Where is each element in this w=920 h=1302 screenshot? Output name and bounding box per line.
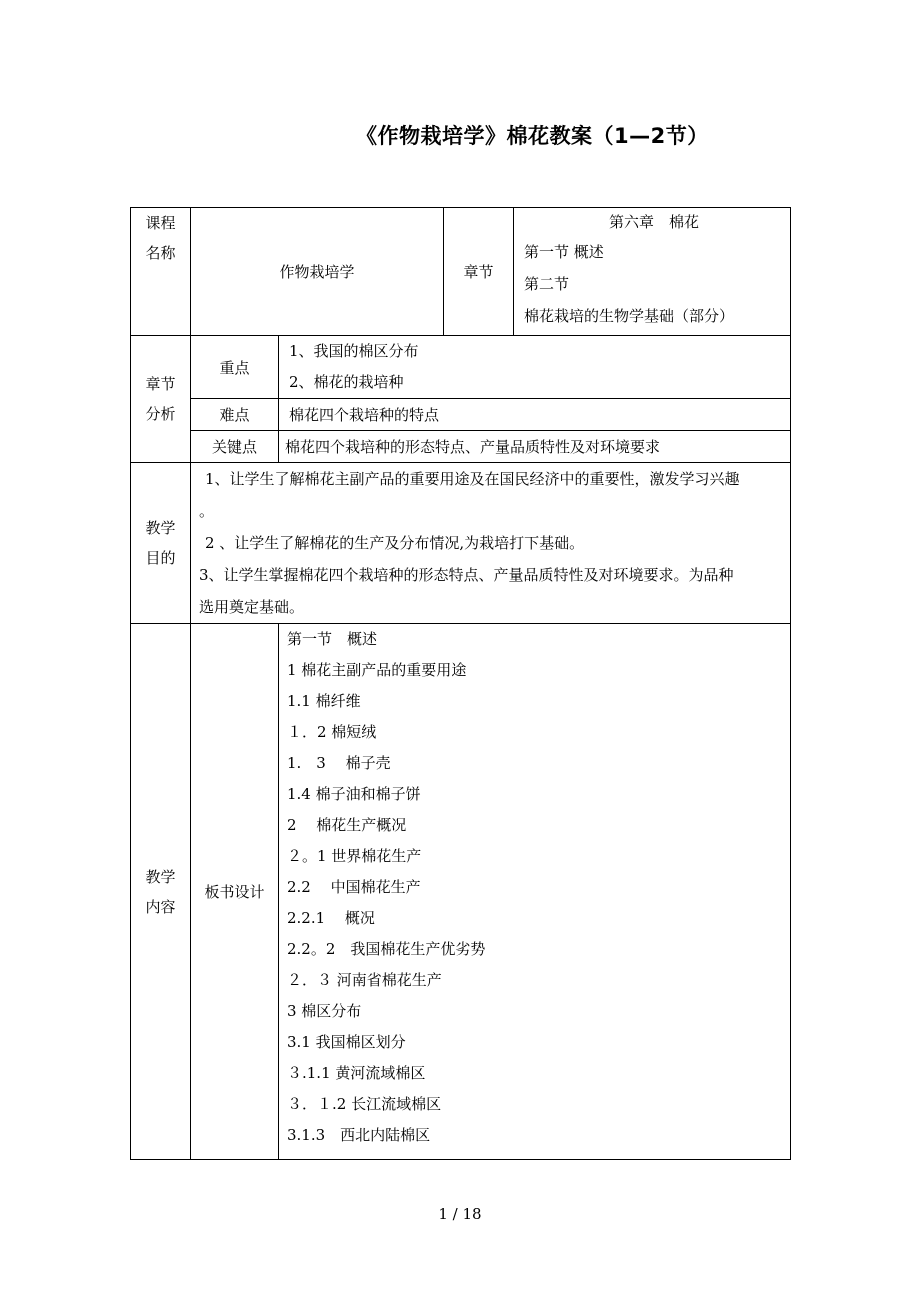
difficulty-label-cell: [191, 399, 279, 431]
board-line: 2.2 中国棉花生产: [287, 878, 421, 896]
document-title: 《作物栽培学》棉花教案（1—2节）: [356, 124, 709, 148]
content-label-cell: [131, 624, 191, 1160]
analysis-keys-row: [131, 431, 791, 463]
objective-line: 3、让学生掌握棉花四个栽培种的形态特点、产量品质特性及对环境要求。为品种: [199, 566, 734, 584]
analysis-label-line: 分析: [145, 405, 176, 423]
objectives-row: [131, 463, 791, 624]
board-line: １．2 棉短绒: [287, 723, 377, 741]
board-line: ２。1 世界棉花生产: [287, 847, 422, 865]
board-label-cell: [191, 624, 279, 1160]
board-line: 3.1.3 西北内陆棉区: [287, 1126, 431, 1144]
board-line: 第一节 概述: [287, 630, 378, 648]
chapter-value-cell: [514, 208, 791, 336]
course-value: 作物栽培学: [279, 263, 355, 281]
chapter-line: 第一节 概述: [524, 243, 604, 261]
objectives-label-line: 目的: [145, 549, 176, 567]
chapter-label: 章节: [463, 263, 494, 281]
analysis-difficulty-row: [131, 399, 791, 431]
course-label-line: 名称: [145, 244, 176, 262]
analysis-key-points-row: [131, 336, 791, 399]
board-line: 2.2.1 概况: [287, 909, 375, 927]
objectives-label-line: 教学: [145, 519, 176, 537]
content-label-line: 教学: [145, 867, 176, 886]
course-label-line: 课程: [145, 214, 176, 232]
board-line: 2.2。2 我国棉花生产优劣势: [287, 940, 486, 958]
keys-value: 棉花四个栽培种的形态特点、产量品质特性及对环境要求: [285, 438, 661, 456]
keys-label: 关键点: [211, 438, 257, 456]
analysis-label-line: 章节: [145, 375, 176, 393]
chapter-label-cell: [444, 208, 514, 336]
board-line: ２．３ 河南省棉花生产: [287, 971, 442, 989]
objectives-cell: [191, 463, 791, 624]
board-line: 3.1 我国棉区划分: [287, 1033, 406, 1051]
difficulty-value: 棉花四个栽培种的特点: [289, 406, 440, 424]
key-point-item: 1、我国的棉区分布: [289, 342, 419, 360]
key-points-label-cell: [191, 336, 279, 399]
key-points-cell: [279, 336, 791, 399]
objectives-label-cell: [131, 463, 191, 624]
keys-label-cell: [191, 431, 279, 463]
key-point-item: 2、棉花的栽培种: [289, 373, 404, 391]
board-line: 1.1 棉纤维: [287, 692, 361, 710]
chapter-line: 第六章 棉花: [609, 213, 700, 231]
course-row: [131, 208, 791, 336]
board-line: ３．１.2 长江流域棉区: [287, 1095, 442, 1113]
board-label: 板书设计: [204, 883, 265, 901]
lesson-plan-table: [130, 207, 791, 1160]
content-label-line: 内容: [145, 897, 176, 916]
board-line: 1. 3 棉子壳: [287, 754, 391, 772]
board-line: 3 棉区分布: [287, 1002, 362, 1020]
chapter-line: 棉花栽培的生物学基础（部分）: [524, 307, 735, 325]
difficulty-cell: [279, 399, 791, 431]
objective-line: 2 、让学生了解棉花的生产及分布情况,为栽培打下基础。: [205, 534, 585, 552]
board-line: 1.4 棉子油和棉子饼: [287, 785, 421, 803]
board-content-cell: [279, 624, 791, 1160]
course-value-cell: [191, 208, 444, 336]
difficulty-label: 难点: [219, 406, 250, 424]
page-number: 1 / 18: [438, 1205, 482, 1223]
analysis-label-cell: [131, 336, 191, 463]
board-line: ３.1.1 黄河流域棉区: [287, 1064, 426, 1082]
content-row: [131, 624, 791, 1160]
keys-cell: [279, 431, 791, 463]
board-line: 2 棉花生产概况: [287, 816, 407, 834]
chapter-line: 第二节: [524, 275, 570, 293]
key-points-label: 重点: [219, 358, 250, 377]
objective-line: 1、让学生了解棉花主副产品的重要用途及在国民经济中的重要性，激发学习兴趣: [205, 470, 740, 488]
objective-line: 。: [199, 502, 215, 520]
objective-line: 选用奠定基础。: [199, 598, 305, 616]
board-line: 1 棉花主副产品的重要用途: [287, 661, 467, 679]
course-label-cell: [131, 208, 191, 336]
